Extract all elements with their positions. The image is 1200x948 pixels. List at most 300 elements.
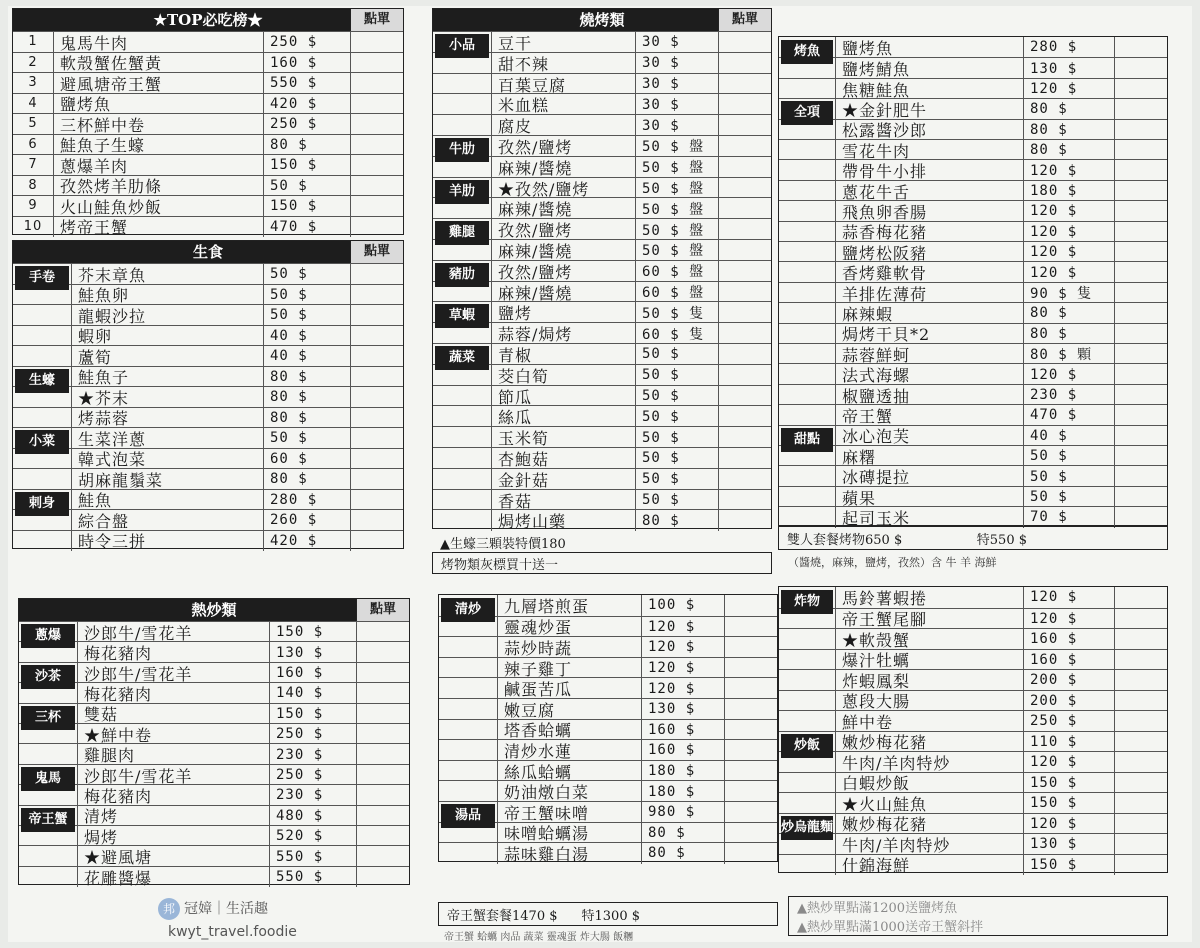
order-cell[interactable] <box>718 219 771 240</box>
order-cell[interactable] <box>1114 691 1167 712</box>
order-cell[interactable] <box>350 346 403 367</box>
item-price: 470 $ <box>263 217 350 238</box>
order-cell[interactable] <box>718 53 771 74</box>
item-price: 50 $ <box>263 264 350 285</box>
grill-list-row[interactable] <box>779 302 1167 323</box>
category-spacer <box>779 303 836 323</box>
item-price: 40 $ <box>263 326 350 347</box>
top-list-row[interactable] <box>13 52 403 74</box>
order-cell[interactable] <box>356 663 409 683</box>
bbq-list-row[interactable] <box>433 426 771 448</box>
category-spacer <box>433 490 492 511</box>
item-name: 蘋果 <box>842 488 877 508</box>
item-price: 80 $ <box>263 469 350 490</box>
king-crab-set-price: 特1300 $ <box>581 908 640 924</box>
qingchao-list-row[interactable] <box>439 677 777 699</box>
order-cell[interactable] <box>1114 58 1167 78</box>
stirfry-list-row[interactable] <box>19 845 409 866</box>
order-cell[interactable] <box>1114 426 1167 446</box>
order-cell[interactable] <box>1114 99 1167 119</box>
item-price: 30 $ <box>635 94 718 115</box>
stirfry-list-row[interactable] <box>19 682 409 703</box>
order-cell[interactable] <box>718 386 771 407</box>
category-label: 炒烏龍麵 <box>781 816 833 840</box>
raw-list-row[interactable] <box>13 366 403 388</box>
category-spacer <box>779 650 836 671</box>
order-cell[interactable] <box>350 73 403 94</box>
fried-list-row[interactable] <box>779 669 1167 691</box>
order-cell[interactable] <box>1114 181 1167 201</box>
item-name: ★孜然/鹽烤 <box>498 179 590 199</box>
order-cell[interactable] <box>356 867 409 887</box>
order-cell[interactable] <box>350 531 403 552</box>
item-price: 180 $ <box>1023 181 1114 201</box>
item-price: 50 $ 盤 <box>635 198 718 219</box>
item-price: 130 $ <box>641 699 724 720</box>
item-price: 250 $ <box>263 114 350 135</box>
item-price: 60 $ <box>263 449 350 470</box>
fried-list-row[interactable] <box>779 587 1167 608</box>
order-cell[interactable] <box>718 261 771 282</box>
category-spacer <box>779 364 836 384</box>
order-cell[interactable] <box>1114 405 1167 425</box>
order-cell[interactable] <box>356 683 409 703</box>
order-cell[interactable] <box>718 302 771 323</box>
order-cell[interactable] <box>1114 814 1167 835</box>
order-cell[interactable] <box>1114 752 1167 773</box>
order-cell[interactable] <box>350 285 403 306</box>
order-cell[interactable] <box>350 114 403 135</box>
item-price: 40 $ <box>1023 426 1114 446</box>
order-cell[interactable] <box>356 765 409 785</box>
stirfry-list-row[interactable] <box>19 621 409 642</box>
order-cell[interactable] <box>356 744 409 764</box>
item-price: 50 $ 盤 <box>635 136 718 157</box>
category-spacer <box>19 846 78 866</box>
order-cell[interactable] <box>718 448 771 469</box>
fried-list-row[interactable] <box>779 608 1167 630</box>
top-list <box>12 8 404 238</box>
item-price: 50 $ <box>635 427 718 448</box>
item-name: 九層塔煎蛋 <box>504 596 590 616</box>
order-cell[interactable] <box>1114 650 1167 671</box>
item-name: 帝王蟹尾腳 <box>842 610 928 630</box>
order-cell[interactable] <box>1114 834 1167 855</box>
bbq-list-row[interactable] <box>433 468 771 490</box>
fried-list-row[interactable] <box>779 772 1167 794</box>
order-cell[interactable] <box>724 595 777 616</box>
item-price: 250 $ <box>269 724 356 744</box>
category-spacer <box>779 181 836 201</box>
order-cell[interactable] <box>356 704 409 724</box>
category-label: 湯品 <box>441 804 495 828</box>
qingchao-list-row[interactable] <box>439 698 777 720</box>
order-cell[interactable] <box>350 264 403 285</box>
fried-list-row[interactable] <box>779 628 1167 650</box>
grill-list-row[interactable] <box>779 425 1167 446</box>
item-price: 50 $ 隻 <box>635 302 718 323</box>
stirfry-list-row[interactable] <box>19 662 409 683</box>
grill-list-row[interactable] <box>779 78 1167 99</box>
order-cell[interactable] <box>724 761 777 782</box>
king-crab-set-banner[interactable] <box>438 902 778 926</box>
item-name: 香菇 <box>498 491 533 511</box>
raw-list-row[interactable] <box>13 284 403 306</box>
item-price: 120 $ <box>1023 814 1114 835</box>
order-cell[interactable] <box>350 305 403 326</box>
grill-list-row[interactable] <box>779 323 1167 344</box>
bbq-list-row[interactable] <box>433 73 771 95</box>
order-cell[interactable] <box>1114 222 1167 242</box>
item-name: 絲瓜蛤蠣 <box>504 762 573 782</box>
item-name: 法式海螺 <box>842 366 911 386</box>
item-price: 50 $ <box>263 428 350 449</box>
item-name: 花雕醬爆 <box>84 868 153 888</box>
king-crab-set-name: 帝王蟹套餐1470 $ <box>447 908 558 924</box>
top-list-row[interactable] <box>13 93 403 115</box>
order-cell[interactable] <box>356 826 409 846</box>
order-cell[interactable] <box>1114 283 1167 303</box>
grill-list-row[interactable] <box>779 37 1167 57</box>
order-cell[interactable] <box>1114 344 1167 364</box>
order-cell[interactable] <box>1114 773 1167 794</box>
order-cell[interactable] <box>1114 793 1167 814</box>
category-spacer <box>779 629 836 650</box>
item-name: 孜然烤羊肋條 <box>60 177 163 197</box>
qingchao-list-row[interactable] <box>439 780 777 802</box>
raw-list-row[interactable] <box>13 427 403 449</box>
order-cell[interactable] <box>1114 262 1167 282</box>
order-cell[interactable] <box>350 449 403 470</box>
order-cell[interactable] <box>718 282 771 303</box>
order-cell[interactable] <box>718 115 771 136</box>
order-cell[interactable] <box>350 326 403 347</box>
category-label: 三杯 <box>21 706 75 730</box>
stirfry-list-row[interactable] <box>19 866 409 887</box>
order-cell[interactable] <box>718 32 771 53</box>
order-cell[interactable] <box>718 178 771 199</box>
item-name: 雙菇 <box>84 705 119 725</box>
grill-list-row[interactable] <box>779 261 1167 282</box>
bbq-list-header <box>433 9 771 31</box>
top-list-row[interactable] <box>13 154 403 176</box>
couple-set-banner[interactable] <box>778 526 1168 550</box>
order-cell[interactable] <box>1114 587 1167 608</box>
order-cell[interactable] <box>350 32 403 53</box>
category-spacer <box>433 386 492 407</box>
stirfry-list-row[interactable] <box>19 805 409 826</box>
qingchao-list-row[interactable] <box>439 760 777 782</box>
order-cell[interactable] <box>718 323 771 344</box>
order-cell[interactable] <box>718 198 771 219</box>
grill-list-row[interactable] <box>779 343 1167 364</box>
order-cell[interactable] <box>1114 140 1167 160</box>
order-cell[interactable] <box>1114 364 1167 384</box>
item-name: 炸蝦鳳梨 <box>842 671 911 691</box>
item-name: 孜然/鹽烤 <box>498 262 573 282</box>
order-cell[interactable] <box>350 196 403 217</box>
qingchao-list-row[interactable] <box>439 719 777 741</box>
stirfry-list-row[interactable] <box>19 703 409 724</box>
couple-set-note: （醬燒，麻辣，鹽烤，孜然）含 牛 羊 海鮮 <box>788 556 997 569</box>
item-name: 避風塘帝王蟹 <box>60 74 163 94</box>
grill-list-row[interactable] <box>779 465 1167 486</box>
order-cell[interactable] <box>718 136 771 157</box>
item-name: 沙郎牛/雪花羊 <box>84 664 193 684</box>
item-name: 鮮中卷 <box>842 712 894 732</box>
order-cell[interactable] <box>1114 670 1167 691</box>
raw-list-row[interactable] <box>13 386 403 408</box>
category-spacer <box>439 678 498 699</box>
stirfry-list-row[interactable] <box>19 743 409 764</box>
grill-list-row[interactable] <box>779 119 1167 140</box>
item-number: 4 <box>13 94 54 115</box>
top-list-row[interactable] <box>13 134 403 156</box>
order-cell[interactable] <box>724 699 777 720</box>
stirfry-list-row[interactable] <box>19 641 409 662</box>
qingchao-list-row[interactable] <box>439 636 777 658</box>
order-cell[interactable] <box>1114 732 1167 753</box>
grill-list-row[interactable] <box>779 159 1167 180</box>
order-cell[interactable] <box>718 490 771 511</box>
item-name: 蔥段大腸 <box>842 692 911 712</box>
item-price: 80 $ <box>263 387 350 408</box>
fried-list-row[interactable] <box>779 833 1167 855</box>
raw-list-row[interactable] <box>13 530 403 552</box>
item-price: 40 $ <box>263 346 350 367</box>
order-cell[interactable] <box>356 806 409 826</box>
qingchao-list-row[interactable] <box>439 657 777 679</box>
order-cell[interactable] <box>356 846 409 866</box>
category-label: 帝王蟹 <box>21 808 75 832</box>
order-cell[interactable] <box>724 843 777 864</box>
order-cell[interactable] <box>1114 487 1167 507</box>
raw-list-row[interactable] <box>13 468 403 490</box>
bbq-list-row[interactable] <box>433 447 771 469</box>
order-cell[interactable] <box>1114 609 1167 630</box>
order-cell[interactable] <box>718 469 771 490</box>
order-cell[interactable] <box>724 678 777 699</box>
raw-list-row[interactable] <box>13 304 403 326</box>
raw-list-row[interactable] <box>13 509 403 531</box>
item-name: 麻辣/醬燒 <box>498 241 573 261</box>
grill-list-row[interactable] <box>779 57 1167 78</box>
grill-list-row[interactable] <box>779 486 1167 507</box>
grill-list-row[interactable] <box>779 363 1167 384</box>
category-spacer <box>779 466 836 486</box>
grill-list-row[interactable] <box>779 98 1167 119</box>
grill-list-row[interactable] <box>779 384 1167 405</box>
order-cell[interactable] <box>1114 120 1167 140</box>
category-spacer <box>13 305 72 326</box>
order-cell[interactable] <box>356 785 409 805</box>
order-cell[interactable] <box>724 781 777 802</box>
item-name: 牛肉/羊肉特炒 <box>842 753 951 773</box>
category-spacer <box>779 507 836 527</box>
order-cell[interactable] <box>724 617 777 638</box>
top-list-row[interactable] <box>13 175 403 197</box>
order-cell[interactable] <box>350 367 403 388</box>
category-spacer <box>13 531 72 552</box>
order-cell[interactable] <box>350 176 403 197</box>
item-price: 30 $ <box>635 115 718 136</box>
item-price: 80 $ <box>641 843 724 864</box>
order-cell[interactable] <box>350 408 403 429</box>
order-cell[interactable] <box>718 365 771 386</box>
item-name: 豆干 <box>498 33 533 53</box>
fried-list-row[interactable] <box>779 649 1167 671</box>
fried-list-row[interactable] <box>779 751 1167 773</box>
order-cell[interactable] <box>356 642 409 662</box>
item-price: 130 $ <box>1023 58 1114 78</box>
top-list-row[interactable] <box>13 195 403 217</box>
order-cell[interactable] <box>350 428 403 449</box>
order-cell[interactable] <box>1114 324 1167 344</box>
category-spacer <box>779 487 836 507</box>
order-cell[interactable] <box>350 53 403 74</box>
order-cell[interactable] <box>1114 466 1167 486</box>
grill-list-row[interactable] <box>779 282 1167 303</box>
top-list-title: ★TOP必吃榜★ <box>153 11 263 29</box>
item-price: 150 $ <box>1023 793 1114 814</box>
item-name: 鹽烤松阪豬 <box>842 243 928 263</box>
bbq-list-row[interactable] <box>433 405 771 427</box>
order-cell[interactable] <box>1114 385 1167 405</box>
item-name: 時令三拼 <box>78 532 147 552</box>
grill-list <box>778 36 1168 526</box>
grill-list-row[interactable] <box>779 180 1167 201</box>
order-cell[interactable] <box>718 427 771 448</box>
order-cell[interactable] <box>1114 446 1167 466</box>
stirfry-list-row[interactable] <box>19 825 409 846</box>
fried-list-row[interactable] <box>779 731 1167 753</box>
order-cell[interactable] <box>1114 629 1167 650</box>
order-cell[interactable] <box>350 387 403 408</box>
stirfry-list-row[interactable] <box>19 764 409 785</box>
raw-list-row[interactable] <box>13 263 403 285</box>
bbq-list-row[interactable] <box>433 509 771 531</box>
bbq-list-row[interactable] <box>433 385 771 407</box>
raw-list-row[interactable] <box>13 448 403 470</box>
order-cell[interactable] <box>718 94 771 115</box>
order-cell[interactable] <box>718 157 771 178</box>
fried-list-row[interactable] <box>779 792 1167 814</box>
order-cell[interactable] <box>724 720 777 741</box>
stirfry-list-row[interactable] <box>19 723 409 744</box>
top-list-row[interactable] <box>13 72 403 94</box>
order-cell[interactable] <box>724 823 777 844</box>
promo-line-1: ▲熱炒單點滿1200送鹽烤魚 <box>797 901 958 916</box>
bbq-list-row[interactable] <box>433 489 771 511</box>
raw-list-row[interactable] <box>13 489 403 511</box>
order-cell[interactable] <box>1114 201 1167 221</box>
order-cell[interactable] <box>1114 160 1167 180</box>
grill-list-row[interactable] <box>779 139 1167 160</box>
raw-list-row[interactable] <box>13 407 403 429</box>
item-name: 帶骨牛小排 <box>842 162 928 182</box>
top-list-row[interactable] <box>13 113 403 135</box>
couple-set-price: 特550 $ <box>976 532 1027 548</box>
category-label: 手卷 <box>15 266 69 290</box>
stirfry-list-row[interactable] <box>19 784 409 805</box>
category-spacer <box>433 115 492 136</box>
order-cell[interactable] <box>724 637 777 658</box>
raw-list-row[interactable] <box>13 345 403 367</box>
item-name: 嫩炒梅花豬 <box>842 815 928 835</box>
bbq-list-row[interactable] <box>433 93 771 115</box>
order-cell[interactable] <box>350 469 403 490</box>
order-cell[interactable] <box>350 135 403 156</box>
order-cell[interactable] <box>356 622 409 642</box>
item-price: 30 $ <box>635 74 718 95</box>
item-name: 焗烤干貝*2 <box>842 325 931 345</box>
fried-list-row[interactable] <box>779 710 1167 732</box>
item-name: 麻辣/醬燒 <box>498 283 573 303</box>
item-name: 絲瓜 <box>498 408 533 428</box>
item-price: 130 $ <box>1023 834 1114 855</box>
grill-list-row[interactable] <box>779 506 1167 527</box>
order-cell[interactable] <box>718 406 771 427</box>
grill-list-row[interactable] <box>779 200 1167 221</box>
grill-list-row[interactable] <box>779 445 1167 466</box>
item-price: 50 $ <box>635 469 718 490</box>
order-cell[interactable] <box>718 510 771 531</box>
item-name: 焦糖鮭魚 <box>842 80 911 100</box>
order-cell[interactable] <box>1114 79 1167 99</box>
item-price: 160 $ <box>641 740 724 761</box>
bbq-list-row[interactable] <box>433 114 771 136</box>
order-cell[interactable] <box>1114 855 1167 876</box>
qingchao-list-row[interactable] <box>439 842 777 864</box>
order-cell[interactable] <box>718 240 771 261</box>
order-cell[interactable] <box>718 344 771 365</box>
item-name: 鬼馬牛肉 <box>60 33 129 53</box>
order-cell[interactable] <box>350 94 403 115</box>
order-cell[interactable] <box>724 740 777 761</box>
item-price: 550 $ <box>269 846 356 866</box>
fried-list-row[interactable] <box>779 690 1167 712</box>
order-cell[interactable] <box>1114 242 1167 262</box>
order-cell[interactable] <box>724 802 777 823</box>
qingchao-list-row[interactable] <box>439 739 777 761</box>
raw-list-row[interactable] <box>13 325 403 347</box>
order-cell[interactable] <box>350 510 403 531</box>
top-list-row[interactable] <box>13 216 403 238</box>
fried-list-row[interactable] <box>779 813 1167 835</box>
grill-list-row[interactable] <box>779 241 1167 262</box>
fried-list-row[interactable] <box>779 854 1167 876</box>
order-cell[interactable] <box>350 490 403 511</box>
category-spacer <box>779 324 836 344</box>
item-price: 80 $ <box>1023 120 1114 140</box>
item-name: 什錦海鮮 <box>842 856 911 876</box>
order-cell[interactable] <box>718 74 771 95</box>
category-spacer <box>13 408 72 429</box>
order-cell[interactable] <box>350 217 403 238</box>
order-cell[interactable] <box>724 658 777 679</box>
item-price: 140 $ <box>269 683 356 703</box>
order-cell[interactable] <box>1114 711 1167 732</box>
order-cell[interactable] <box>356 724 409 744</box>
top-list-row[interactable] <box>13 31 403 53</box>
item-price: 200 $ <box>1023 670 1114 691</box>
order-cell[interactable] <box>1114 37 1167 57</box>
order-cell[interactable] <box>1114 507 1167 527</box>
grill-list-row[interactable] <box>779 404 1167 425</box>
order-cell[interactable] <box>350 155 403 176</box>
order-cell[interactable] <box>1114 303 1167 323</box>
grill-list-row[interactable] <box>779 221 1167 242</box>
